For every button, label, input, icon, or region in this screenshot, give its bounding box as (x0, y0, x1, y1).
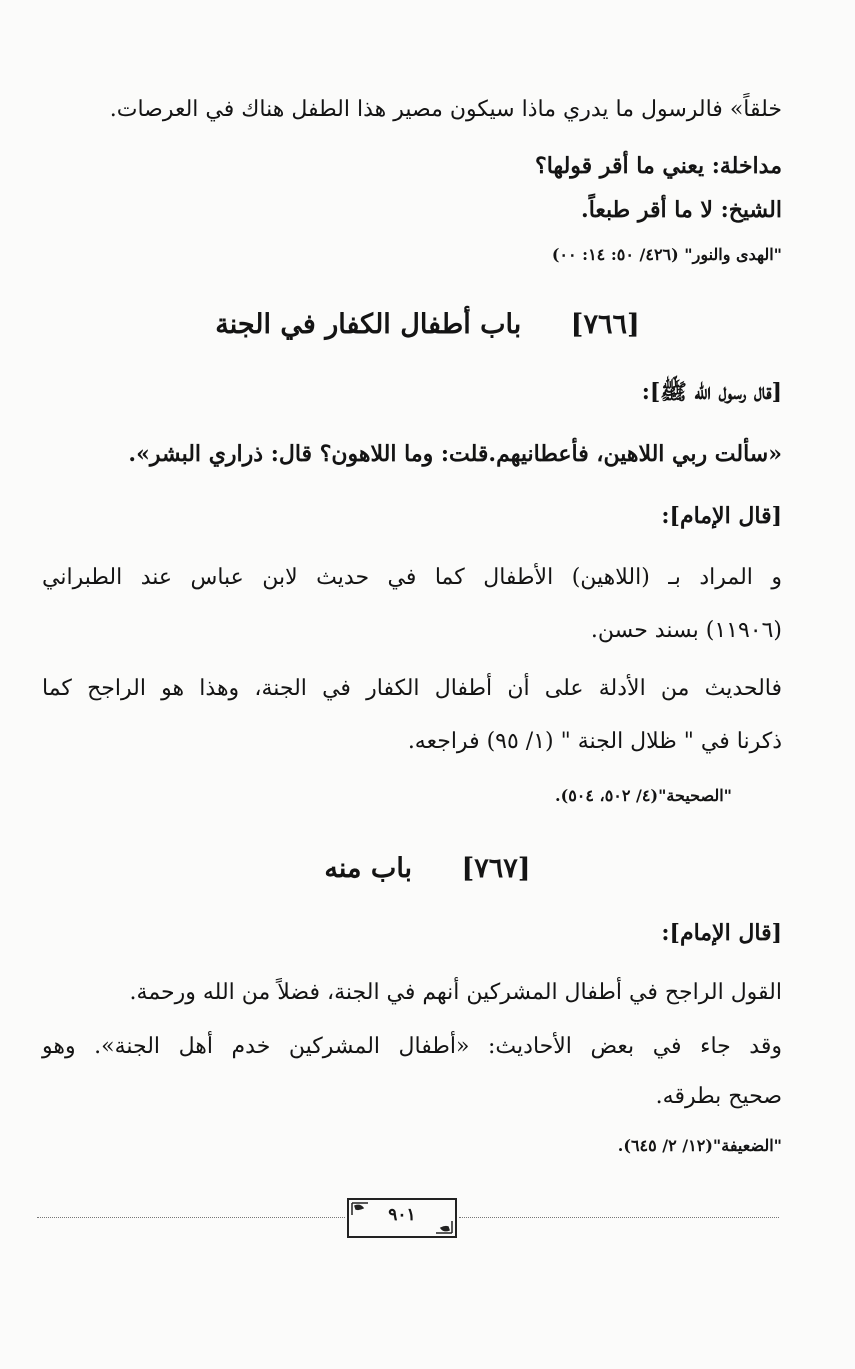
text-line: و المراد بـ (اللاهين) الأطفال كما في حديث لابن عباس عند الطبراني (42, 565, 782, 590)
text-line: الشيخ: لا ما أقر طبعاً. (581, 197, 782, 223)
footer-rule-right (459, 1217, 779, 1218)
text-line: ذكرنا في " ظلال الجنة " (١/ ٩٥) فراجعه. (407, 729, 782, 754)
text-line: القول الراجح في أطفال المشركين أنهم في الجنة، فضلاً من الله ورحمة. (129, 980, 782, 1005)
footer-rule-left (37, 1217, 345, 1218)
text-line: خلقاً» فالرسول ما يدري ماذا سيكون مصير هذا الطفل هناك في العرصات. (109, 97, 782, 122)
citation-line: "الضعيفة"(١٢/ ٢/ ٦٤٥). (617, 1136, 782, 1155)
text-line: [قال رسول الله ﷺ]: (641, 379, 782, 405)
text-line: [قال الإمام]: (661, 920, 782, 946)
heading-title: باب أطفال الكفار في الجنة (215, 309, 522, 340)
page-number: ٩٠١ (388, 1205, 416, 1225)
heading-title: باب منه (324, 853, 413, 884)
citation-line: "الهدى والنور" (٤٢٦/ ٥٠: ١٤: ٠٠) (551, 245, 782, 264)
text-line: فالحديث من الأدلة على أن أطفال الكفار في الجنة، وهذا هو الراجح كما (42, 676, 782, 701)
page-number-box (347, 1198, 457, 1238)
heading-number: [٧٦٦] (570, 309, 640, 340)
section-heading-767 (0, 853, 855, 884)
text-line: مداخلة: يعني ما أقر قولها؟ (535, 153, 782, 179)
text-line: [قال الإمام]: (661, 503, 782, 529)
text-line: وقد جاء في بعض الأحاديث: «أطفال المشركين خدم أهل الجنة». وهو (42, 1034, 782, 1059)
text-line: «سألت ربي اللاهين، فأعطانيهم.قلت: وما اللاهون؟ قال: ذراري البشر». (128, 441, 782, 467)
section-heading-766 (0, 309, 855, 340)
citation-line: "الصحيحة"(٤/ ٥٠٢، ٥٠٤). (555, 786, 732, 805)
text-line: (١١٩٠٦) بسند حسن. (590, 618, 782, 643)
heading-number: [٧٦٧] (461, 853, 531, 884)
text-line: صحيح بطرقه. (655, 1084, 782, 1109)
